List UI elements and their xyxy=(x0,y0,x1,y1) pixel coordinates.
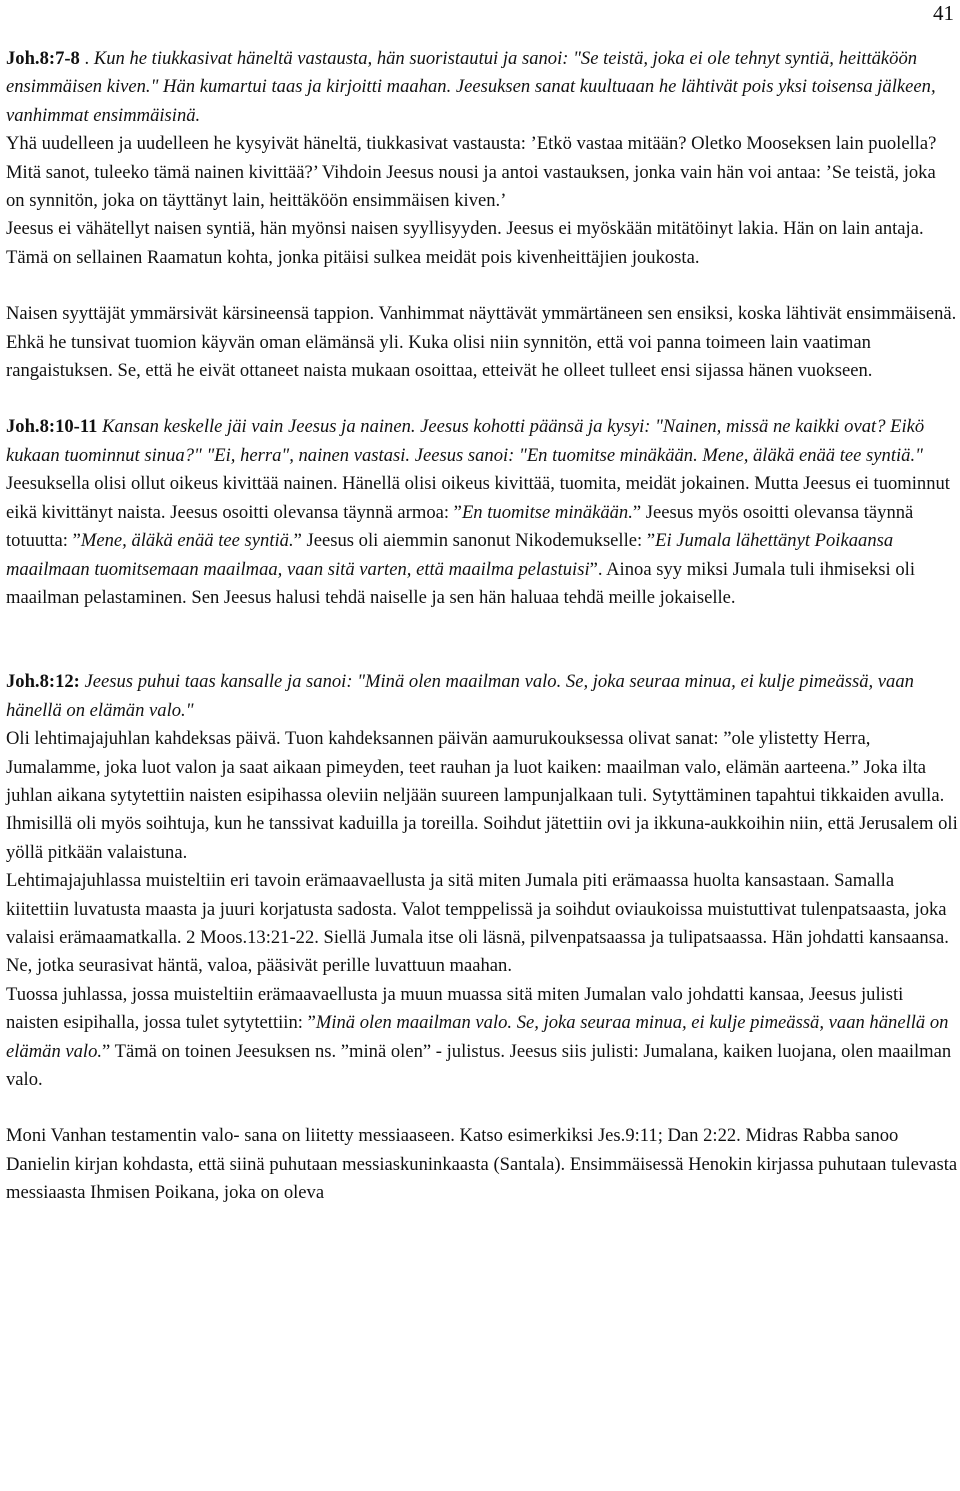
scripture-passage-joh-8-10-11 xyxy=(6,413,958,470)
section-spacer xyxy=(6,612,958,668)
text-run: Tuossa juhlassa, jossa muisteltiin erämaavaellusta ja muun muassa sitä miten Jumalan valo johdatti kansaa, Jeesus julisti naisten esipihalla, jossa tulet sytytettiin: ” xyxy=(6,983,904,1034)
document-body xyxy=(6,45,958,1208)
quote-run: En tuomitse minäkään. xyxy=(461,501,633,523)
scripture-reference: Joh.8:10-11 xyxy=(6,416,98,438)
paragraph-spacer xyxy=(6,272,958,300)
text-run: ” Jeesus oli aiemmin sanonut Nikodemukselle: ” xyxy=(293,530,656,552)
quote-run: Mene, äläkä enää tee syntiä. xyxy=(80,530,294,552)
text-run: ”. Ainoa syy miksi Jumala tuli ihmiseksi oli maailman pelastaminen. Sen Jeesus halusi tehdä naiselle ja sen hän haluaa tehdä meille jokaiselle. xyxy=(6,558,915,608)
scripture-reference: Joh.8:12: xyxy=(6,671,80,693)
scripture-quote: Jeesus puhui taas kansalle ja sanoi: "Minä olen maailman valo. Se, joka seuraa minua, ei kulje pimeässä, vaan hänellä on elämän valo." xyxy=(6,671,914,721)
paragraph-spacer xyxy=(6,385,958,413)
scripture-passage-joh-8-12 xyxy=(6,668,958,725)
quote-run: Minä olen maailman valo. Se, joka seuraa minua, ei kulje pimeässä, vaan hänellä on elämän valo. xyxy=(6,1012,949,1062)
paragraph: Naisen syyttäjät ymmärsivät kärsineensä tappion. Vanhimmat näyttävät ymmärtäneen sen ensiksi, koska lähtivät ensimmäisenä. Ehkä he tunsivat tuomion käyvän oman elämänsä yli. Kuka olisi niin synnitön, että voi panna toimeen lain vaatiman rangaistuksen. Se, että he eivät ottaneet naista mukaan osoittaa, etteivät he olleet tulleet ensi sijassa hänen vuokseen. xyxy=(6,303,957,382)
scripture-quote: Kun he tiukkasivat häneltä vastausta, hän suoristautui ja sanoi: "Se teistä, joka ei ole tehnyt syntiä, heittäköön ensimmäisen kiven." Hän kumartui taas ja kirjoitti maahan. Jeesuksen sanat kuultuaan he lähtivät pois yksi toisensa jälkeen, vanhimmat ensimmäisinä. xyxy=(6,48,936,126)
scripture-reference: Joh.8:7-8 xyxy=(6,48,80,69)
text-run: ” Tämä on toinen Jeesuksen ns. ”minä olen” - julistus. Jeesus siis julisti: Jumalana, kaiken luojana, olen maailman valo. xyxy=(6,1040,952,1090)
paragraph-spacer xyxy=(6,1094,958,1122)
scripture-quote: Kansan keskelle jäi vain Jeesus ja nainen. Jeesus kohotti päänsä ja kysyi: "Nainen, missä ne kaikki ovat? Eikö kukaan tuominnut sinua?" "Ei, herra", nainen vastasi. Jeesus sanoi: "En tuomitse minäkään. Mene, äläkä enää tee syntiä." xyxy=(6,416,925,466)
paragraph: Moni Vanhan testamentin valo- sana on liitetty messiaaseen. Katso esimerkiksi Jes.9:11; Dan 2:22. Midras Rabba sanoo Danielin kirjan kohdasta, että siinä puhutaan messiaskuninkaasta (Santala). Ensimmäisessä Henokin kirjassa puhutaan tulevasta messiaasta Ihmisen Poikana, joka on oleva xyxy=(6,1125,958,1204)
quote-run: Ei Jumala lähettänyt Poikaansa maailmaan tuomitsemaan maailmaa, vaan sitä varten, että maailma pelastuisi xyxy=(6,530,894,580)
text-run: Jeesuksella olisi ollut oikeus kivittää nainen. Hänellä olisi oikeus kivittää, tuomita, meidät jokainen. Mutta Jeesus ei tuominnut eikä kivittänyt naista. Jeesus osoitti olevansa täynnä armoa: ” xyxy=(6,473,950,523)
paragraph: Jeesus ei vähätellyt naisen syntiä, hän myönsi naisen syyllisyyden. Jeesus ei myöskään mitätöinyt lakia. Hän on lain antaja. xyxy=(6,218,924,240)
paragraph: Lehtimajajuhlassa muisteltiin eri tavoin erämaavaellusta ja sitä miten Jumala piti erämaassa huolta kansastaan. Samalla kiitettiin luvatusta maasta ja juuri korjatusta sadosta. Valot temppelissä ja soihdut oviaukoissa muistuttivat tulenpatsaasta, joka valaisi erämaamatkalla. 2 Moos.13:21-22. Siellä Jumala itse oli läsnä, pilvenpatsaassa ja tulipatsaassa. Hän johdatti kansaansa. Ne, jotka seurasivat häntä, valoa, pääsivät perille luvattuun maahan. xyxy=(6,870,949,977)
page-number: 41 xyxy=(933,1,954,25)
paragraph xyxy=(6,981,958,1095)
reference-separator: . xyxy=(79,48,94,69)
paragraph xyxy=(6,470,958,612)
paragraph: Oli lehtimajajuhlan kahdeksas päivä. Tuon kahdeksannen päivän aamurukouksessa olivat sanat: ”ole ylistetty Herra, Jumalamme, joka luot valon ja saat aikaan pimeyden, teet rauhan ja luot kaiken: maailman valo, elämän aarteena.” Joka ilta juhlan aikana sytytettiin naisten esipihassa oleviin neljään suureen lampunjalkaan tuli. Sytyttäminen tapahtui tikkaiden avulla. Ihmisillä oli myös soihtuja, kun he tanssivat kaduilla ja toreilla. Soihdut jätettiin ovi ja ikkuna-aukkoihin niin, että Jerusalem oli yöllä pitkään valaistuna. xyxy=(6,728,958,863)
scripture-passage-joh-8-7-8 xyxy=(6,45,958,130)
paragraph: Yhä uudelleen ja uudelleen he kysyivät häneltä, tiukkasivat vastausta: ’Etkö vastaa mitään? Oletko Mooseksen lain puolella? Mitä sanot, tuleeko tämä nainen kivittää?’ Vihdoin Jeesus nousi ja antoi vastauksen, jonka vain hän voi antaa: ’Se teistä, joka on synnitön, joka on täyttänyt lain, heittäköön ensimmäisen kiven.’ xyxy=(6,133,937,212)
text-run: ” Jeesus myös osoitti olevansa täynnä totuutta: ” xyxy=(6,501,914,552)
paragraph: Tämä on sellainen Raamatun kohta, jonka pitäisi sulkea meidät pois kivenheittäjien joukosta. xyxy=(6,246,700,268)
